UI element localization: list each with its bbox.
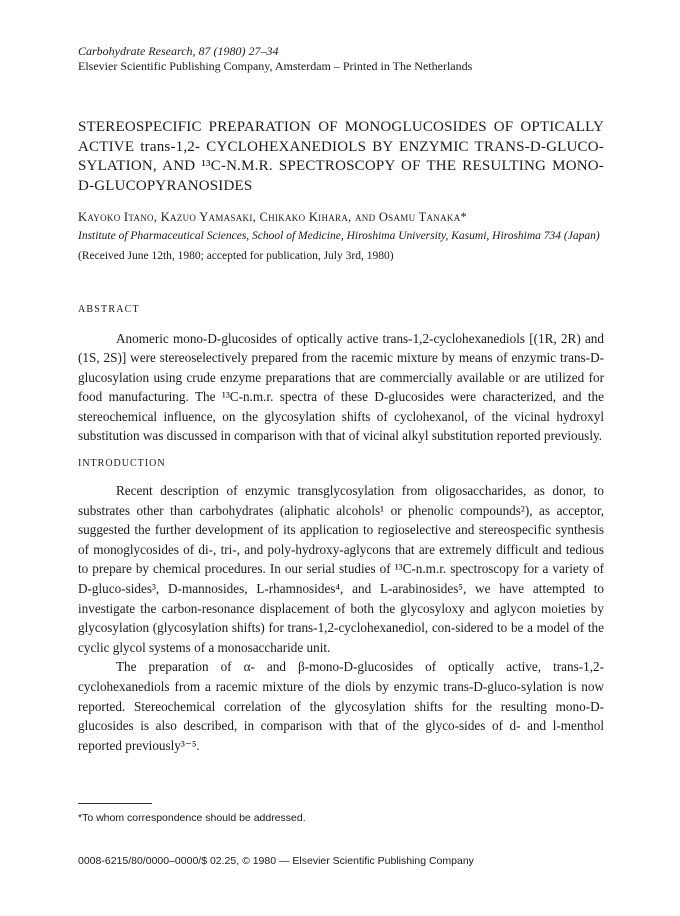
issn-copyright-line: 0008-6215/80/0000–0000/$ 02.25, © 1980 — Elsevier Scientific Publishing Company xyxy=(78,855,474,867)
publisher-line: Elsevier Scientific Publishing Company, Amsterdam – Printed in The Netherlands xyxy=(78,59,473,73)
introduction-heading: INTRODUCTION xyxy=(78,458,166,470)
received-dates: (Received June 12th, 1980; accepted for publication, July 3rd, 1980) xyxy=(78,249,394,262)
abstract-text: Anomeric mono-D-glucosides of optically active trans-1,2-cyclohexanediols [(1R, 2R) and (1S, 2S)] were stereoselectively prepared from the racemic mixture by means of enzymic trans-D-glucosylation using crude enzyme preparations that are commercially available or are utilized for food manufacturing. The ¹³C-n.m.r. spectra of these D-glucosides were characterized, and the stereochemical influence, on the glycosylation shifts of cyclohexanol, of the vicinal hydroxyl substitution was discussed in comparison with that of vicinal alkyl substitution reported previously. xyxy=(78,330,604,444)
footnote-rule xyxy=(78,803,152,804)
journal-citation: Carbohydrate Research, 87 (1980) 27–34 xyxy=(78,44,279,58)
footnote: *To whom correspondence should be addressed. xyxy=(78,812,306,824)
introduction-paragraph-2: The preparation of α- and β-mono-D-glucosides of optically active, trans-1,2-cyclohexanediols from a racemic mixture of the diols by enzymic trans-D-gluco-sylation is now reported. Stereochemical correlation of the glycosylation shifts for the resulting mono-D-glucosides is also described, in comparison with that of the glyco-sides of d- and l-menthol reported previously³⁻⁵. xyxy=(78,659,604,753)
article-title: STEREOSPECIFIC PREPARATION OF MONOGLUCOSIDES OF OPTICALLY ACTIVE trans-1,2- CYCLOHEXANEDIOLS BY ENZYMIC TRANS-D-GLUCO-SYLATION, AND ¹³C-N.M.R. SPECTROSCOPY OF THE RESULTING MONO-D-GLUCOPYRANOSIDES xyxy=(78,119,604,194)
journal-header xyxy=(78,44,604,74)
affiliation: Institute of Pharmaceutical Sciences, School of Medicine, Hiroshima University, Kasumi, Hiroshima 734 (Japan) xyxy=(78,230,600,242)
introduction-paragraph-1: Recent description of enzymic transglycosylation from oligosaccharides, as donor, to substrates other than carbohydrates (aliphatic alcohols¹ or phenolic compounds²), as acceptor, suggested the further development of its application to regioselective and stereospecific synthesis of monoglycosides of di-, tri-, and poly-hydroxy-aglycons that are extremely difficult and tedious to prepare by chemical procedures. In our serial studies of ¹³C-n.m.r. spectroscopy for a variety of D-gluco-sides³, D-mannosides, L-rhamnosides⁴, and L-arabinosides⁵, we have attempted to investigate the carbon-resonance displacement of both the glycosyloxy and aglycon moieties by glycosylation (glycosylation shifts) for trans-1,2-cyclohexanediol, con-sidered to be a model of the cyclic glycol systems of a monosaccharide unit. xyxy=(78,483,604,655)
abstract-heading: ABSTRACT xyxy=(78,303,140,315)
page-body xyxy=(78,44,604,755)
author-list: Kayoko Itano, Kazuo Yamasaki, Chikako Kihara, and Osamu Tanaka* xyxy=(78,210,468,224)
